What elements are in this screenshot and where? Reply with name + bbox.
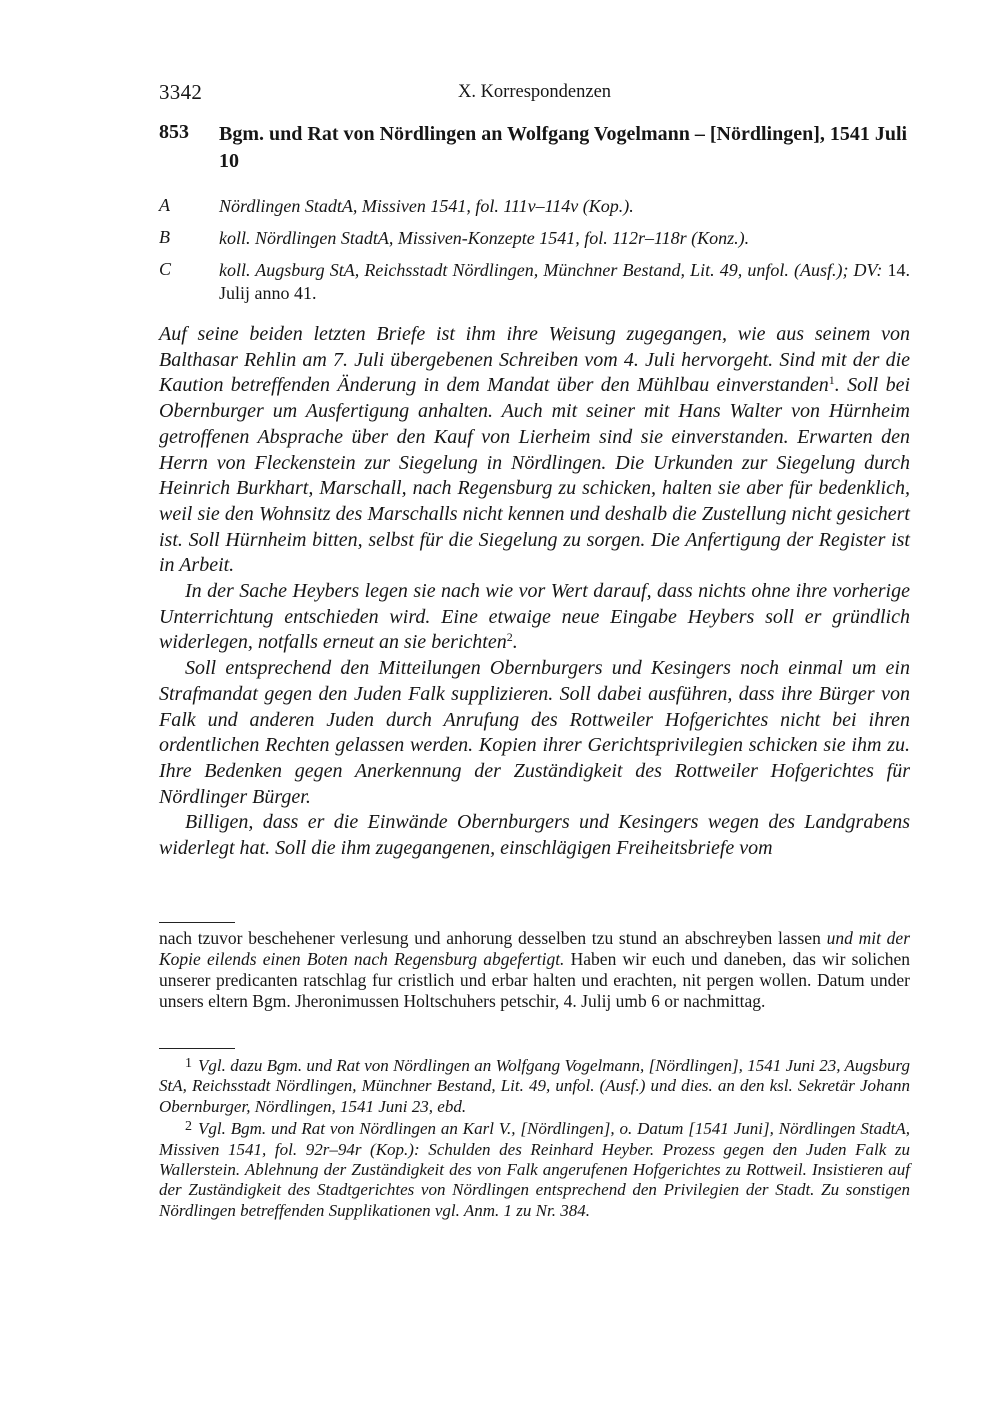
footnote-number: 1 <box>185 1056 192 1071</box>
note-text: Haben wir euch und daneben, das wir solichen unserer predicanten ratschlag fur cristlich und erbar halten und erachten, nit pergen wollen. Datum under unsers eltern Bgm. Jheronimussen Holtschuhers petschir, 4. Julij umb 6 or nachmittag. <box>159 949 910 1011</box>
regest-paragraph: Soll entsprechend den Mitteilungen Obernburgers und Kesingers noch einmal um ein Strafmandat gegen den Juden Falk supplizieren. Soll dabei ausführen, dass ihre Bürger von Falk und anderen Juden durch Anrufung des Rottweiler Hofgerichtes nicht bei ihren ordentlichen Rechten gelassen werden. Kopien ihrer Gerichtsprivilegien schicken sie ihm zu. Ihre Bedenken gegen Anerkennung der Zuständigkeit des Rottweiler Hofgerichtes für Nördlinger Bürger. <box>159 657 910 808</box>
note-editorial-text: und mit der Kopie eilends einen Boten nach Regensburg abgefertigt. <box>159 928 910 969</box>
footnote-divider <box>159 1048 235 1049</box>
regest-paragraph <box>159 322 910 579</box>
regest-paragraph: Billigen, dass er die Einwände Obernburgers und Kesingers wegen des Landgrabens widerlegt hat. Soll die ihm zugegangenen, einschlägigen Freiheitsbriefe vom <box>159 811 910 860</box>
footnote-text: Vgl. dazu Bgm. und Rat von Nördlingen an Wolfgang Vogelmann, [Nördlingen], 1541 Juni 23, Augsburg StA, Reichsstadt Nördlingen, Münchner Bestand, Lit. 49, unfol. (Ausf.) und dies. an den ksl. Sekretär Johann Obernburger, Nördlingen, 1541 Juni 23, ebd. <box>159 1056 910 1116</box>
source-siglum: B <box>159 227 170 247</box>
footnote <box>159 1054 910 1117</box>
running-title: X. Korrespondenzen <box>457 82 612 102</box>
dorsal-note: 14. Julij anno 41. <box>219 260 911 303</box>
regest-body <box>159 322 910 862</box>
regest-text: . <box>512 631 518 654</box>
footnote-ref-2[interactable]: 2 <box>506 630 513 645</box>
source-text: Nördlingen StadtA, Missiven 1541, fol. 111v–114v (Kop.). <box>219 196 634 216</box>
source-siglum: A <box>159 195 170 215</box>
footnote-number: 2 <box>185 1119 192 1135</box>
source-siglum: C <box>159 259 172 279</box>
footnote-ref-1[interactable]: 1 <box>828 373 835 388</box>
source-text <box>219 259 910 305</box>
source-text-italic: koll. Augsburg StA, Reichsstadt Nördlingen, Münchner Bestand, Lit. 49, unfol. (Ausf.); DV: <box>219 260 883 280</box>
regest-text: In der Sache Heybers legen sie nach wie vor Wert darauf, dass nichts ohne ihre vorherige Unterrichtung entschieden wird. Eine etwaige neue Eingabe Heybers soll er gründlich widerlegen, notfalls erneut an sie berichten <box>159 580 910 654</box>
regest-paragraph <box>159 579 910 656</box>
document-title: Bgm. und Rat von Nördlingen an Wolfgang Vogelmann – [Nördlingen], 1541 Juli 10 <box>219 123 908 172</box>
running-head <box>159 80 910 106</box>
carryover-note <box>159 928 910 1012</box>
footnote-divider <box>159 922 235 923</box>
footnote <box>159 1117 910 1221</box>
regest-text: . Soll bei Obernburger um Ausfertigung anhalten. Auch mit seiner mit Hans Walter von Hürnheim getroffenen Absprache über den Kauf von Lierheim sind sie einverstanden. Erwarten den Herrn von Fleckenstein zur Siegelung in Nördlingen. Die Urkunden zur Siegelung durch Heinrich Burkhart, Marschall, nach Regensburg zu schicken, halten sie aber für bedenklich, weil sie den Wohnsitz des Marschalls nicht kennen und deshalb die Zustellung nicht gesichert ist. Soll Hürnheim bitten, selbst für die Siegelung zu sorgen. Die Anfertigung der Register ist in Arbeit. <box>159 374 910 577</box>
page-number: 3342 <box>159 80 203 104</box>
footnote-text: Vgl. Bgm. und Rat von Nördlingen an Karl V., [Nördlingen], o. Datum [1541 Juni], Nördlingen StadtA, Missiven 1541, fol. 92r–94r (Kop.): Schulden des Reinhard Heyber. Prozess gegen den Juden Falk zu Wallerstein. Ablehnung der Zuständigkeit des von Falk angerufenen Hofgerichtes zu Rottweil. Insistieren auf der Zuständigkeit des Stadtgerichtes von Nördlingen entsprechend den Privilegien der Stadt. Zu sonstigen Nördlingen betreffenden Supplikationen vgl. Anm. 1 zu Nr. 384. <box>159 1119 910 1220</box>
document-number: 853 <box>159 121 189 143</box>
source-text: koll. Nördlingen StadtA, Missiven-Konzepte 1541, fol. 112r–118r (Konz.). <box>219 228 750 248</box>
footnotes <box>159 1054 910 1221</box>
regest-text: Auf seine beiden letzten Briefe ist ihm ihre Weisung zugegangen, wie aus seinem von Balthasar Rehlin am 7. Juli übergebenen Schreiben vom 4. Juli hervorgeht. Sind mit der die Kaution betreffenden Änderung in dem Mandat über den Mühlbau einverstanden <box>159 323 910 397</box>
note-text: nach tzuvor beschehener verlesung und anhorung desselben tzu stund an abschreyben lassen <box>159 928 821 948</box>
